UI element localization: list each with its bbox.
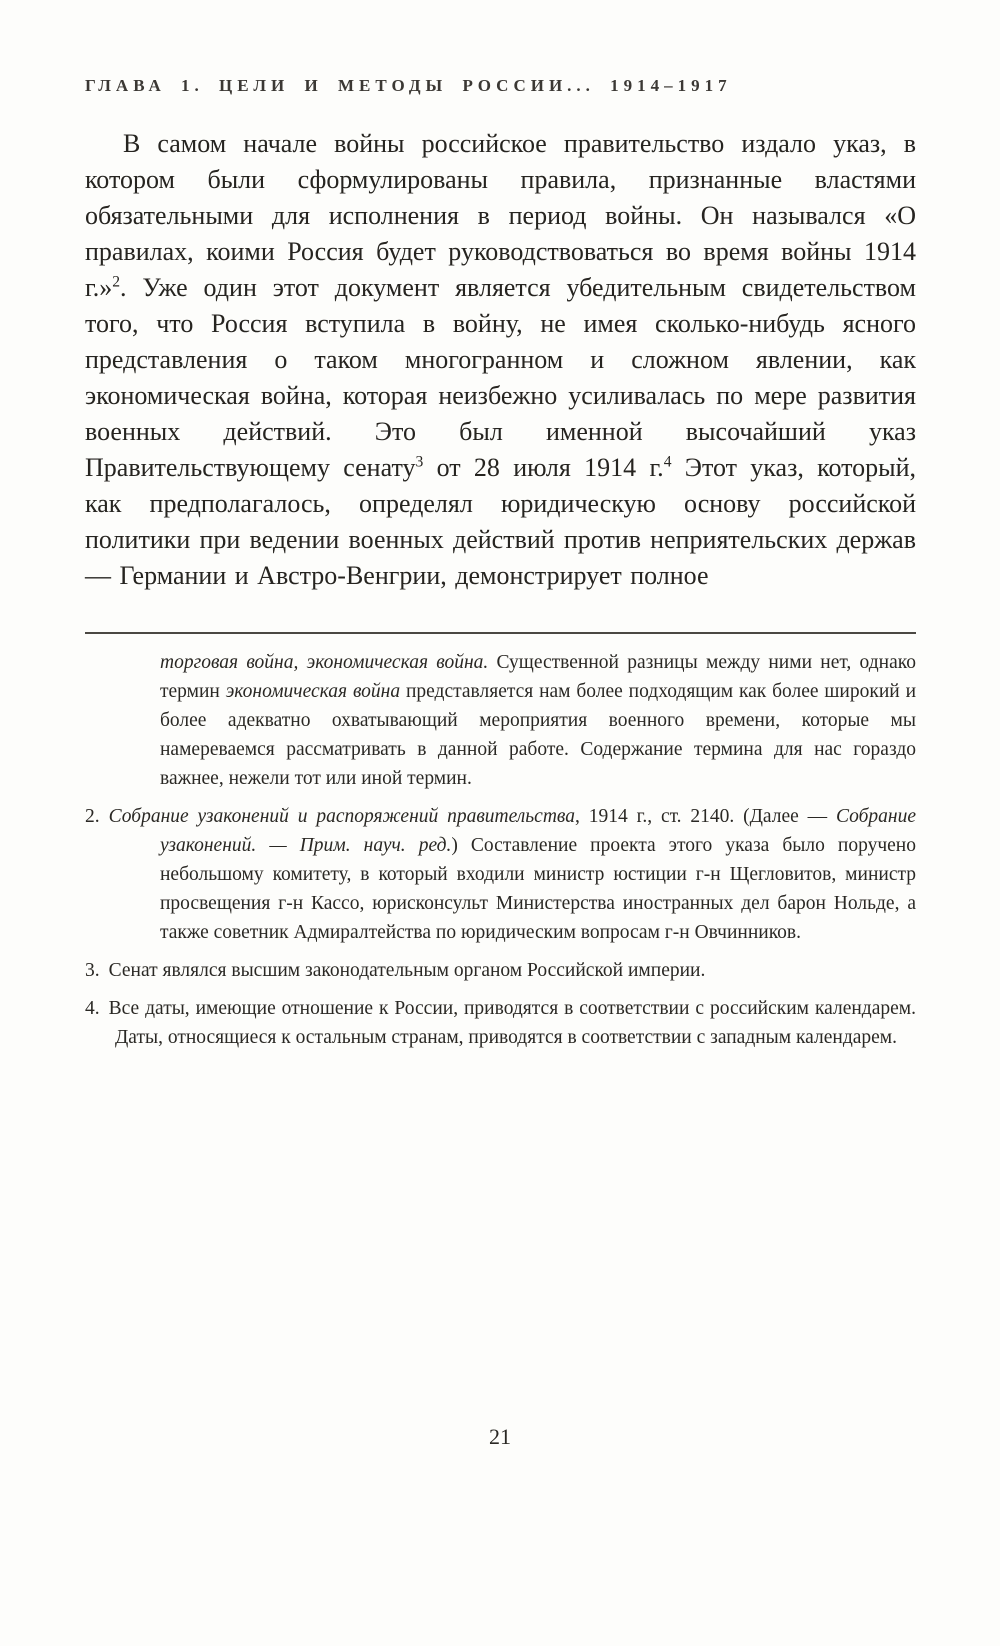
running-head: ГЛАВА 1. ЦЕЛИ И МЕТОДЫ РОССИИ... 1914–1917 [85, 76, 732, 95]
footnote-number: 3. [85, 960, 100, 981]
footnote-3 [85, 956, 916, 985]
body-paragraph: В самом начале войны российское правительство издало указ, в котором были сформулированы правила, признанные властями обязательными для исполнения в период войны. Он назывался «О правилах, коими Россия будет руководствоваться во время войны 1914 г.»$^2$. Уже один этот документ является убедительным свидетельством того, что Россия вступила в войну, не имея сколько-нибудь ясного представления о таком многогранном и сложном явлении, как экономическая война, которая неизбежно усиливалась по мере развития военных действий. Это был именной высочайший указ Правительствующему сенату$^3$ от 28 июля 1914 г.$^4$ Этот указ, который, как предполагалось, определял юридическую основу российской политики при ведении военных действий против неприятельских держав — Германии и Австро-Венгрии, демонстрирует полное [85, 129, 917, 590]
footnote-1-continuation: торговая война, экономическая война. Существенной разницы между ними нет, однако термин экономическая война представляется нам более подходящим как более широкий и более адекватно охватывающий мероприятия военного времени, которые мы намереваемся рассматривать в данной работе. Содержание термина для нас гораздо важнее, нежели тот или иной термин. [160, 652, 917, 789]
footnote-2 [85, 802, 916, 947]
footnotes-section [85, 648, 916, 1052]
footnote-separator [85, 632, 916, 634]
footnote-text: Собрание узаконений и распоряжений правительства, 1914 г., ст. 2140. (Далее — Собрание узаконений. — Прим. науч. ред.) Составление проекта этого указа было поручено небольшому комитету, в который входили министр юстиции г-н Щегловитов, министр просвещения г-н Кассо, юрисконсульт Министерства иностранных дел барон Нольде, а также советник Адмиралтейства по юридическим вопросам г-н Овчинников. [108, 806, 916, 943]
footnote-4 [85, 994, 916, 1052]
footnote-number: 2. [85, 806, 100, 827]
footnote-number: 4. [85, 998, 100, 1019]
footnote-text: Сенат являлся высшим законодательным органом Российской империи. [108, 960, 706, 981]
footnote-text: Все даты, имеющие отношение к России, приводятся в соответствии с российским календарем. Даты, относящиеся к остальным странам, приводятся в соответствии с западным календарем. [108, 998, 916, 1048]
page-number: 21 [489, 1424, 511, 1449]
